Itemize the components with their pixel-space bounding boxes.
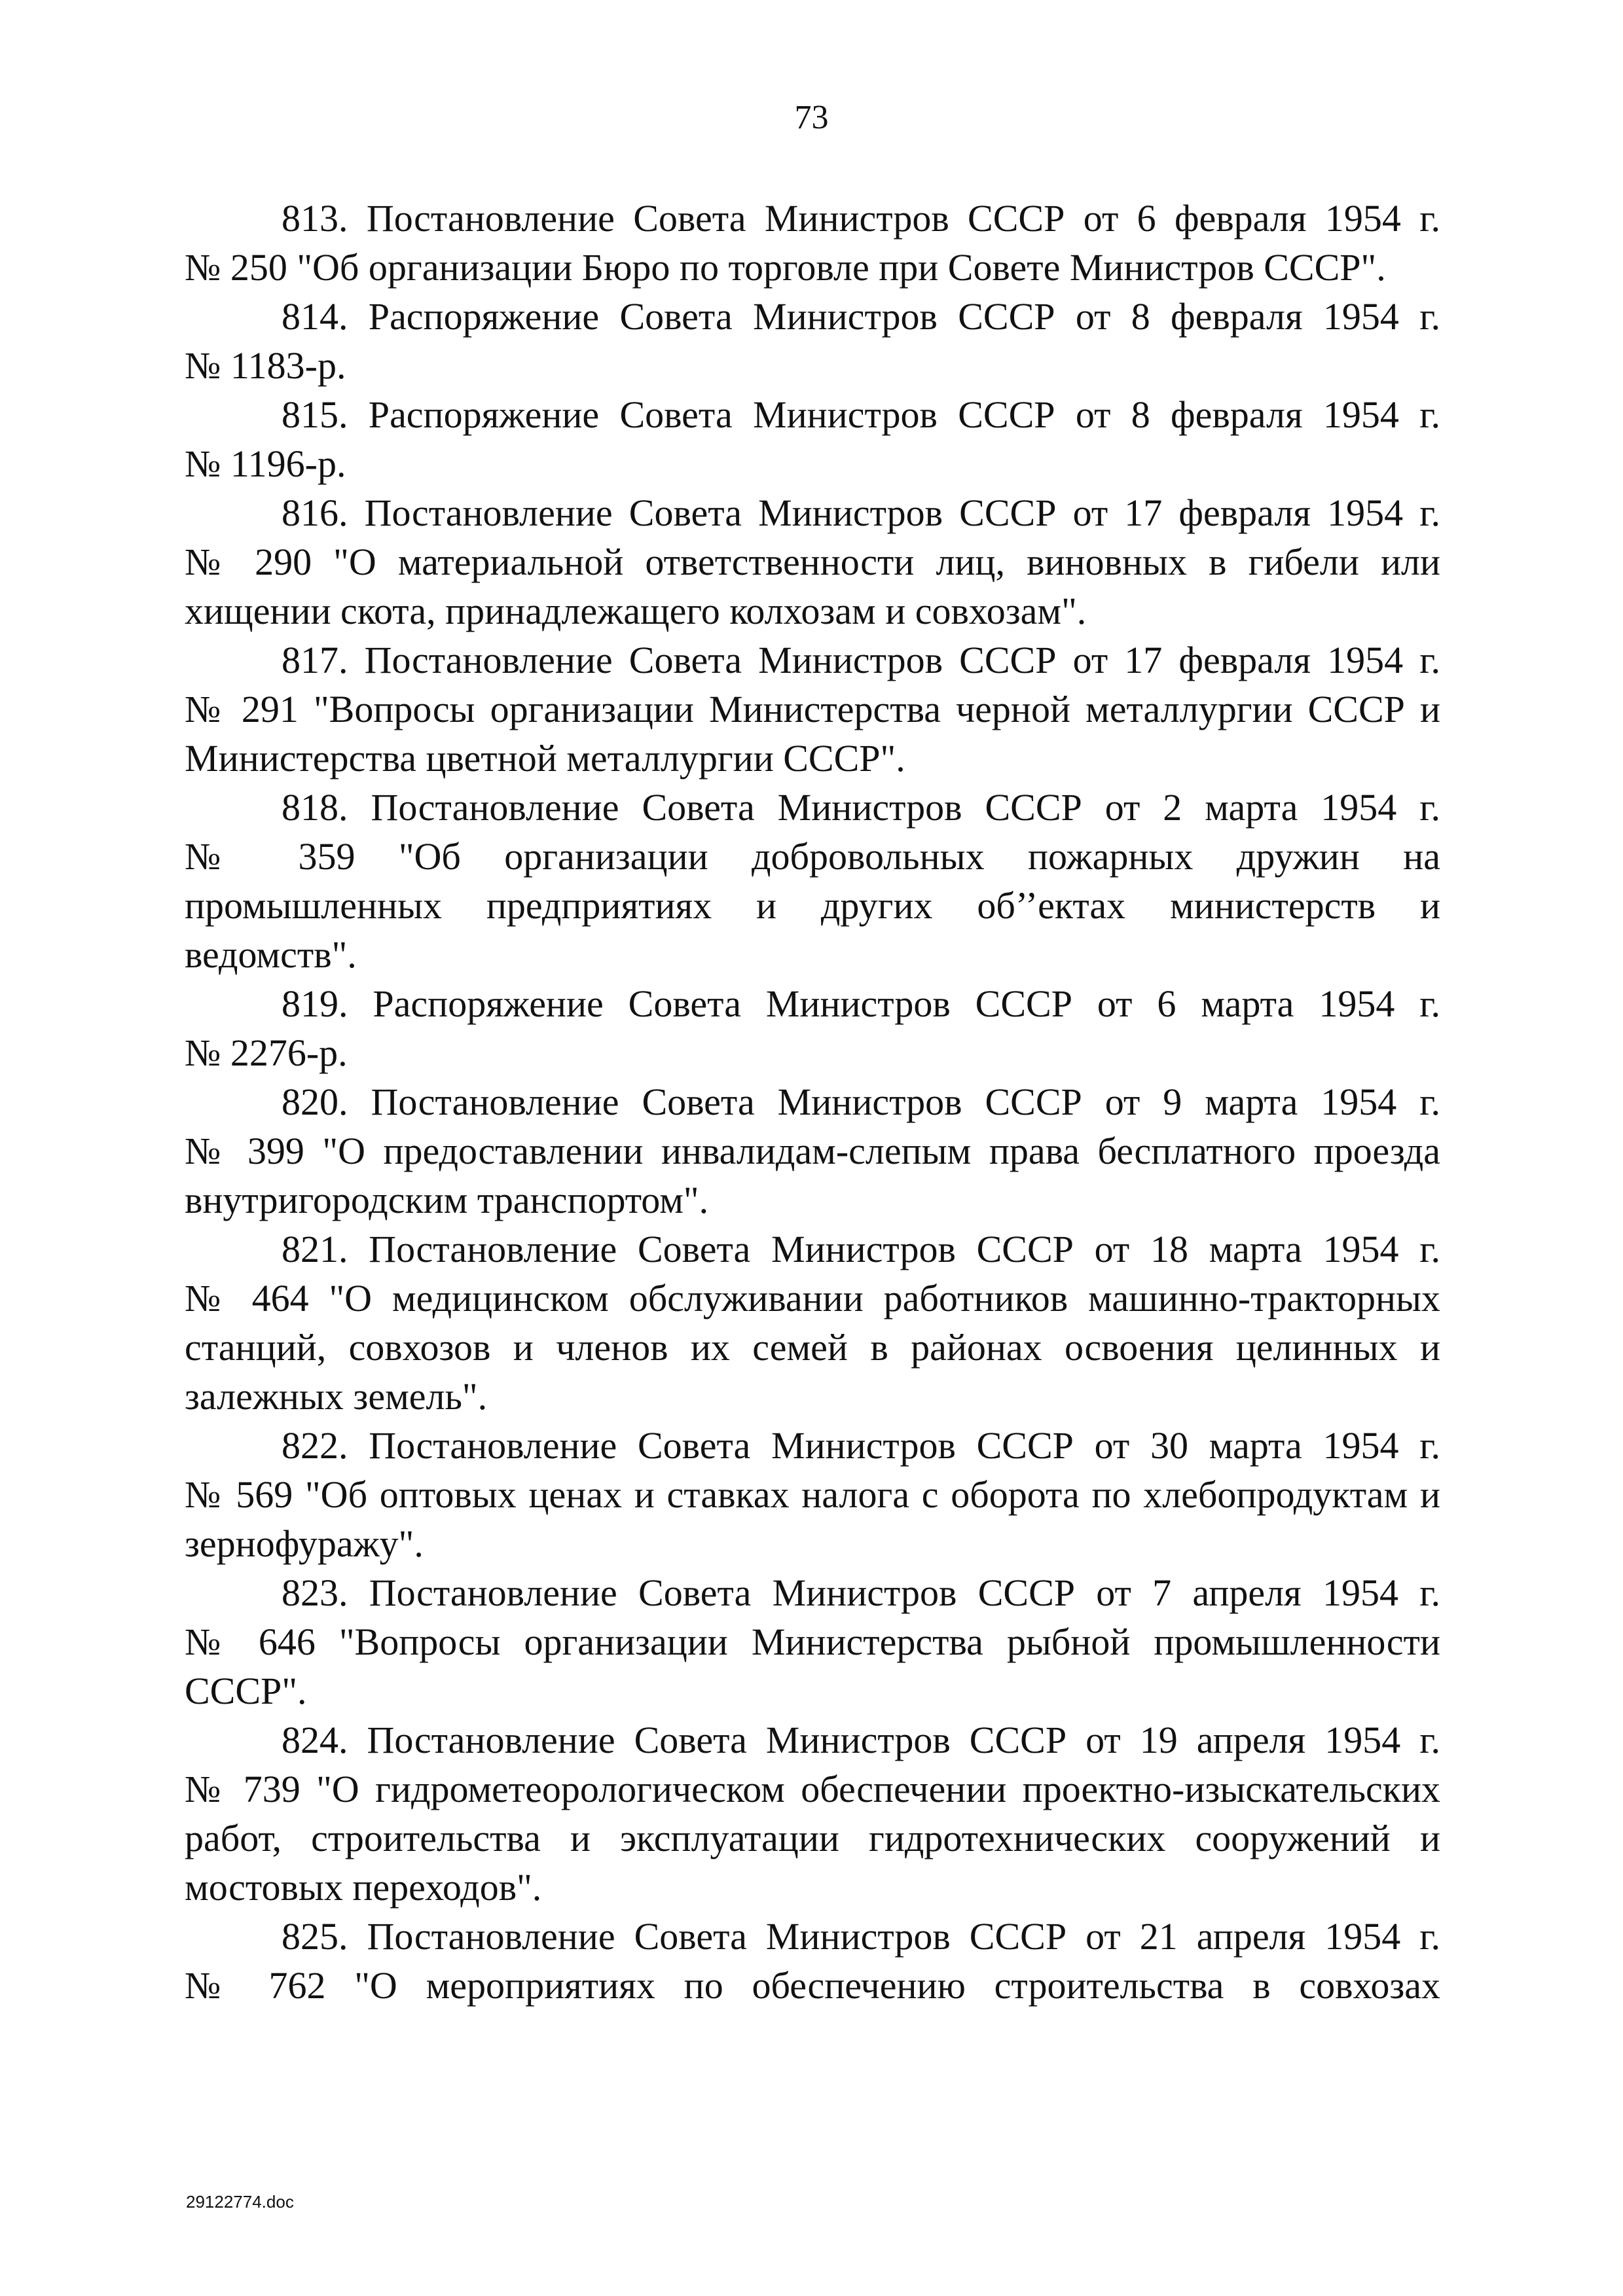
list-item xyxy=(185,194,1440,292)
page-number: 73 xyxy=(794,99,829,136)
entry-line: 820. Постановление Совета Министров СССР от 9 марта 1954 г. xyxy=(282,1081,1440,1123)
entry-line: 818. Постановление Совета Министров СССР от 2 марта 1954 г. xyxy=(282,786,1440,829)
entry-line: № 359 "Об организации добровольных пожарных дружин на xyxy=(185,835,1440,878)
entry-line: 823. Постановление Совета Министров СССР от 7 апреля 1954 г. xyxy=(282,1571,1440,1614)
list-item xyxy=(185,1568,1440,1715)
list-item xyxy=(185,979,1440,1077)
entry-line: хищении скота, принадлежащего колхозам и совхозам". xyxy=(185,590,1087,632)
entry-line: 814. Распоряжение Совета Министров СССР от 8 февраля 1954 г. xyxy=(282,295,1440,338)
document-body xyxy=(185,194,1440,2010)
entry-line: № 1196-р. xyxy=(185,442,346,485)
entry-line: 816. Постановление Совета Министров СССР от 17 февраля 1954 г. xyxy=(282,492,1440,534)
entry-line: ведомств". xyxy=(185,933,357,976)
entry-line: № 250 "Об организации Бюро по торговле при Совете Министров СССР". xyxy=(185,246,1386,289)
entry-line: станций, совхозов и членов их семей в районах освоения целинных и xyxy=(185,1326,1440,1369)
entry-line: № 739 "О гидрометеорологическом обеспечении проектно-изыскательских xyxy=(185,1768,1440,1810)
entry-line: № 646 "Вопросы организации Министерства рыбной промышленности xyxy=(185,1621,1440,1663)
entry-line: Министерства цветной металлургии СССР". xyxy=(185,737,905,780)
entry-line: 824. Постановление Совета Министров СССР от 19 апреля 1954 г. xyxy=(282,1719,1440,1761)
list-item xyxy=(185,488,1440,636)
entry-line: 817. Постановление Совета Министров СССР от 17 февраля 1954 г. xyxy=(282,639,1440,681)
entry-line: залежных земель". xyxy=(185,1375,488,1418)
list-item xyxy=(185,292,1440,390)
entry-line: СССР". xyxy=(185,1670,307,1712)
entry-line: 822. Постановление Совета Министров СССР от 30 марта 1954 г. xyxy=(282,1424,1440,1467)
list-item xyxy=(185,390,1440,488)
list-item xyxy=(185,1077,1440,1225)
list-item xyxy=(185,1225,1440,1421)
entry-line: № 464 "О медицинском обслуживании работников машинно-тракторных xyxy=(185,1277,1440,1319)
entry-line: 819. Распоряжение Совета Министров СССР от 6 марта 1954 г. xyxy=(282,982,1440,1025)
entry-line: № 399 "О предоставлении инвалидам-слепым права бесплатного проезда xyxy=(185,1130,1440,1172)
list-item xyxy=(185,1421,1440,1568)
entry-line: 813. Постановление Совета Министров СССР от 6 февраля 1954 г. xyxy=(282,197,1440,240)
entry-line: № 762 "О мероприятиях по обеспечению строительства в совхозах xyxy=(185,1964,1440,2007)
entry-line: зернофуражу". xyxy=(185,1522,424,1565)
list-item xyxy=(185,1912,1440,2010)
entry-line: внутригородским транспортом". xyxy=(185,1179,709,1221)
entry-line: № 290 "О материальной ответственности лиц, виновных в гибели или xyxy=(185,541,1440,583)
list-item xyxy=(185,783,1440,979)
entry-line: № 2276-р. xyxy=(185,1031,348,1074)
entry-line: 825. Постановление Совета Министров СССР от 21 апреля 1954 г. xyxy=(282,1915,1440,1958)
entry-line: 815. Распоряжение Совета Министров СССР от 8 февраля 1954 г. xyxy=(282,393,1440,436)
entry-line: № 291 "Вопросы организации Министерства черной металлургии СССР и xyxy=(185,688,1440,730)
entry-line: работ, строительства и эксплуатации гидротехнических сооружений и xyxy=(185,1817,1440,1859)
entry-line: № 569 "Об оптовых ценах и ставках налога с оборота по хлебопродуктам и xyxy=(185,1473,1440,1516)
entry-line: 821. Постановление Совета Министров СССР от 18 марта 1954 г. xyxy=(282,1228,1440,1270)
entry-line: мостовых переходов". xyxy=(185,1866,542,1909)
file-name-footer: 29122774.doc xyxy=(186,2192,294,2212)
entry-line: промышленных предприятиях и других об’’ектах министерств и xyxy=(185,884,1440,927)
list-item xyxy=(185,636,1440,783)
list-item xyxy=(185,1715,1440,1912)
entry-line: № 1183-р. xyxy=(185,344,346,387)
